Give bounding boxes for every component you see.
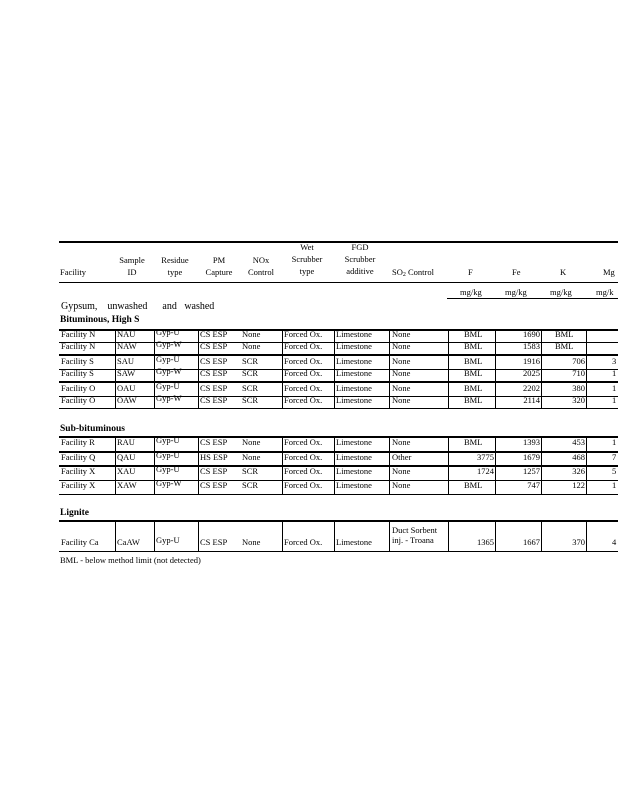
cell-add: Limestone <box>336 341 372 351</box>
table-rule <box>59 520 618 522</box>
footnote: BML - below method limit (not detected) <box>60 555 201 565</box>
unit-k: mg/kg <box>550 287 572 297</box>
cell-k: BML <box>555 341 574 351</box>
cell-mg: 7 <box>612 452 617 462</box>
cell-id: QAU <box>117 452 136 462</box>
cell-wet: Forced Ox. <box>284 395 323 405</box>
column-separator <box>198 436 199 495</box>
column-separator <box>198 329 199 409</box>
cell-facility: Facility N <box>61 329 96 339</box>
cell-wet: Forced Ox. <box>284 383 323 393</box>
cell-wet: Forced Ox. <box>284 368 323 378</box>
cell-f: BML <box>464 480 483 490</box>
col-header-nox-control: NOx Control <box>248 255 274 277</box>
cell-mg: 5 <box>612 466 617 476</box>
table-rule <box>59 408 618 409</box>
cell-facility: Facility X <box>61 480 96 490</box>
cell-add: Limestone <box>336 537 372 547</box>
cell-add: Limestone <box>336 368 372 378</box>
cell-fe: 1916 <box>523 356 540 366</box>
cell-mg: 1 <box>612 395 617 405</box>
column-separator <box>115 436 116 495</box>
cell-type: Gyp-U <box>156 381 180 391</box>
col-header-wet-scrubber: Wet Scrubber type <box>291 242 323 276</box>
cell-id: XAW <box>117 480 137 490</box>
cell-pm: CS ESP <box>200 466 228 476</box>
cell-nox: None <box>242 437 261 447</box>
cell-wet: Forced Ox. <box>284 480 323 490</box>
cell-k: 706 <box>572 356 585 366</box>
column-separator <box>115 520 116 552</box>
cell-k: 326 <box>572 466 585 476</box>
col-header-facility: Facility <box>60 267 86 277</box>
col-header-residue-type: Residue type <box>161 255 189 277</box>
selected-cell-highlight <box>448 480 496 495</box>
cell-fe: 747 <box>527 480 540 490</box>
cell-facility: Facility R <box>61 437 95 447</box>
cell-f: BML <box>464 383 483 393</box>
column-separator <box>495 520 496 552</box>
cell-f: BML <box>464 341 483 351</box>
cell-add: Limestone <box>336 329 372 339</box>
cell-k: BML <box>555 329 574 339</box>
cell-pm: CS ESP <box>200 395 228 405</box>
cell-f: BML <box>464 368 483 378</box>
column-separator <box>282 520 283 552</box>
cell-so2: None <box>392 329 411 339</box>
cell-pm: CS ESP <box>200 356 228 366</box>
column-separator <box>334 436 335 495</box>
cell-id: OAW <box>117 395 137 405</box>
cell-facility: Facility Q <box>61 452 96 462</box>
column-separator <box>586 329 587 409</box>
cell-mg: 4 <box>612 537 617 547</box>
cell-add: Limestone <box>336 452 372 462</box>
cell-facility: Facility O <box>61 395 96 405</box>
cell-wet: Forced Ox. <box>284 329 323 339</box>
cell-k: 453 <box>572 437 585 447</box>
cell-nox: SCR <box>242 395 259 405</box>
cell-pm: CS ESP <box>200 480 228 490</box>
cell-pm: CS ESP <box>200 383 228 393</box>
cell-fe: 1667 <box>523 537 540 547</box>
cell-type: Gyp-U <box>156 354 180 364</box>
cell-so2: None <box>392 368 411 378</box>
cell-id: XAU <box>117 466 136 476</box>
cell-type: Gyp-W <box>156 393 182 403</box>
cell-so2-control: inj. - Troana <box>392 535 434 545</box>
cell-mg: 1 <box>612 437 617 447</box>
cell-pm: CS ESP <box>200 329 228 339</box>
col-header-pm-capture: PM Capture <box>205 255 233 277</box>
cell-fe: 1690 <box>523 329 540 339</box>
cell-so2: None <box>392 437 411 447</box>
column-separator <box>154 329 155 409</box>
cell-facility: Facility X <box>61 466 96 476</box>
cell-fe: 2025 <box>523 368 540 378</box>
cell-facility: Facility N <box>61 341 96 351</box>
unit-mg: mg/k <box>596 287 614 297</box>
cell-add: Limestone <box>336 466 372 476</box>
group-title-bituminous: Bituminous, High S <box>60 315 140 325</box>
cell-facility: Facility S <box>61 356 94 366</box>
cell-f: 1365 <box>477 537 494 547</box>
cell-id: NAW <box>117 341 137 351</box>
cell-id: OAU <box>117 383 136 393</box>
cell-nox: None <box>242 537 261 547</box>
cell-fe: 1679 <box>523 452 540 462</box>
col-header-so2-control: $SO_2$ Control <box>392 267 434 278</box>
cell-so2: None <box>392 383 411 393</box>
cell-nox: None <box>242 341 261 351</box>
cell-type: Gyp-U <box>156 450 180 460</box>
cell-wet: Forced Ox. <box>284 341 323 351</box>
cell-k: 710 <box>572 368 585 378</box>
cell-type: Gyp-U <box>156 464 180 474</box>
cell-nox: SCR <box>242 383 259 393</box>
column-separator <box>154 520 155 552</box>
cell-nox: None <box>242 452 261 462</box>
cell-f: 1724 <box>477 466 494 476</box>
cell-id: SAU <box>117 356 135 366</box>
col-header-mg: Mg <box>603 267 615 277</box>
cell-facility: Facility S <box>61 368 94 378</box>
cell-type: Gyp-U <box>156 435 180 445</box>
cell-fe: 1393 <box>523 437 540 447</box>
cell-wet: Forced Ox. <box>284 437 323 447</box>
cell-fe: 1583 <box>523 341 540 351</box>
cell-pm: HS ESP <box>200 452 228 462</box>
unit-fe: mg/kg <box>505 287 527 297</box>
cell-id: NAU <box>117 329 136 339</box>
cell-type: Gyp-W <box>156 339 182 349</box>
cell-so2: Other <box>392 452 412 462</box>
cell-pm: CS ESP <box>200 537 228 547</box>
cell-f: BML <box>464 395 483 405</box>
header-bottom-rule <box>59 282 618 283</box>
table-rule <box>59 494 618 495</box>
cell-pm: CS ESP <box>200 437 228 447</box>
cell-so2: None <box>392 356 411 366</box>
cell-add: Limestone <box>336 480 372 490</box>
cell-nox: None <box>242 329 261 339</box>
cell-id: CaAW <box>117 537 140 547</box>
cell-fe: 2202 <box>523 383 540 393</box>
column-separator <box>282 329 283 409</box>
column-separator <box>389 436 390 495</box>
column-separator <box>334 329 335 409</box>
column-separator <box>154 436 155 495</box>
cell-mg: 1 <box>612 383 617 393</box>
cell-facility: Facility Ca <box>61 537 99 547</box>
cell-type: Gyp-W <box>156 478 182 488</box>
col-header-k: K <box>560 267 567 277</box>
cell-mg: 1 <box>612 480 617 490</box>
cell-facility: Facility O <box>61 383 96 393</box>
cell-nox: SCR <box>242 368 259 378</box>
column-separator <box>334 520 335 552</box>
col-header-fgd-additive: FGD Scrubber additive <box>344 242 376 276</box>
section-title: Gypsum, unwashed and washed <box>61 301 215 312</box>
cell-mg: 1 <box>612 368 617 378</box>
cell-id: RAU <box>117 437 135 447</box>
column-separator <box>541 520 542 552</box>
cell-type: Gyp-U <box>156 327 180 337</box>
cell-pm: CS ESP <box>200 341 228 351</box>
cell-nox: SCR <box>242 356 259 366</box>
cell-so2-control: Duct Sorbent <box>392 525 438 535</box>
unit-f: mg/kg <box>460 287 482 297</box>
cell-k: 380 <box>572 383 585 393</box>
cell-nox: SCR <box>242 480 259 490</box>
cell-k: 468 <box>572 452 585 462</box>
group-title-lignite: Lignite <box>60 508 90 518</box>
column-separator <box>198 520 199 552</box>
cell-id: SAW <box>117 368 136 378</box>
column-separator <box>389 329 390 409</box>
cell-type: Gyp-U <box>156 535 180 545</box>
table-rule <box>59 551 618 552</box>
column-separator <box>389 520 390 552</box>
cell-wet: Forced Ox. <box>284 537 323 547</box>
cell-so2: None <box>392 466 411 476</box>
cell-f: BML <box>464 329 483 339</box>
cell-add: Limestone <box>336 356 372 366</box>
cell-add: Limestone <box>336 395 372 405</box>
cell-wet: Forced Ox. <box>284 452 323 462</box>
cell-k: 122 <box>572 480 585 490</box>
cell-k: 320 <box>572 395 585 405</box>
col-header-f: F <box>468 267 473 277</box>
cell-type: Gyp-W <box>156 366 182 376</box>
cell-so2: None <box>392 341 411 351</box>
cell-f: 3775 <box>477 452 494 462</box>
cell-wet: Forced Ox. <box>284 466 323 476</box>
cell-so2: None <box>392 395 411 405</box>
group-title-sub-bituminous: Sub-bituminous <box>60 424 125 434</box>
cell-nox: SCR <box>242 466 259 476</box>
column-separator <box>586 520 587 552</box>
cell-f: BML <box>464 356 483 366</box>
units-rule <box>447 298 618 299</box>
cell-f: BML <box>464 437 483 447</box>
cell-fe: 2114 <box>523 395 540 405</box>
cell-add: Limestone <box>336 437 372 447</box>
cell-fe: 1257 <box>523 466 540 476</box>
col-header-sample-id: Sample ID <box>119 255 145 277</box>
cell-pm: CS ESP <box>200 368 228 378</box>
cell-add: Limestone <box>336 383 372 393</box>
cell-mg: 3 <box>612 356 617 366</box>
cell-k: 370 <box>572 537 585 547</box>
cell-wet: Forced Ox. <box>284 356 323 366</box>
column-separator <box>282 436 283 495</box>
col-header-fe: Fe <box>512 267 521 277</box>
column-separator <box>586 436 587 495</box>
cell-so2: None <box>392 480 411 490</box>
column-separator <box>448 329 449 409</box>
column-separator <box>115 329 116 409</box>
column-separator <box>448 520 449 552</box>
